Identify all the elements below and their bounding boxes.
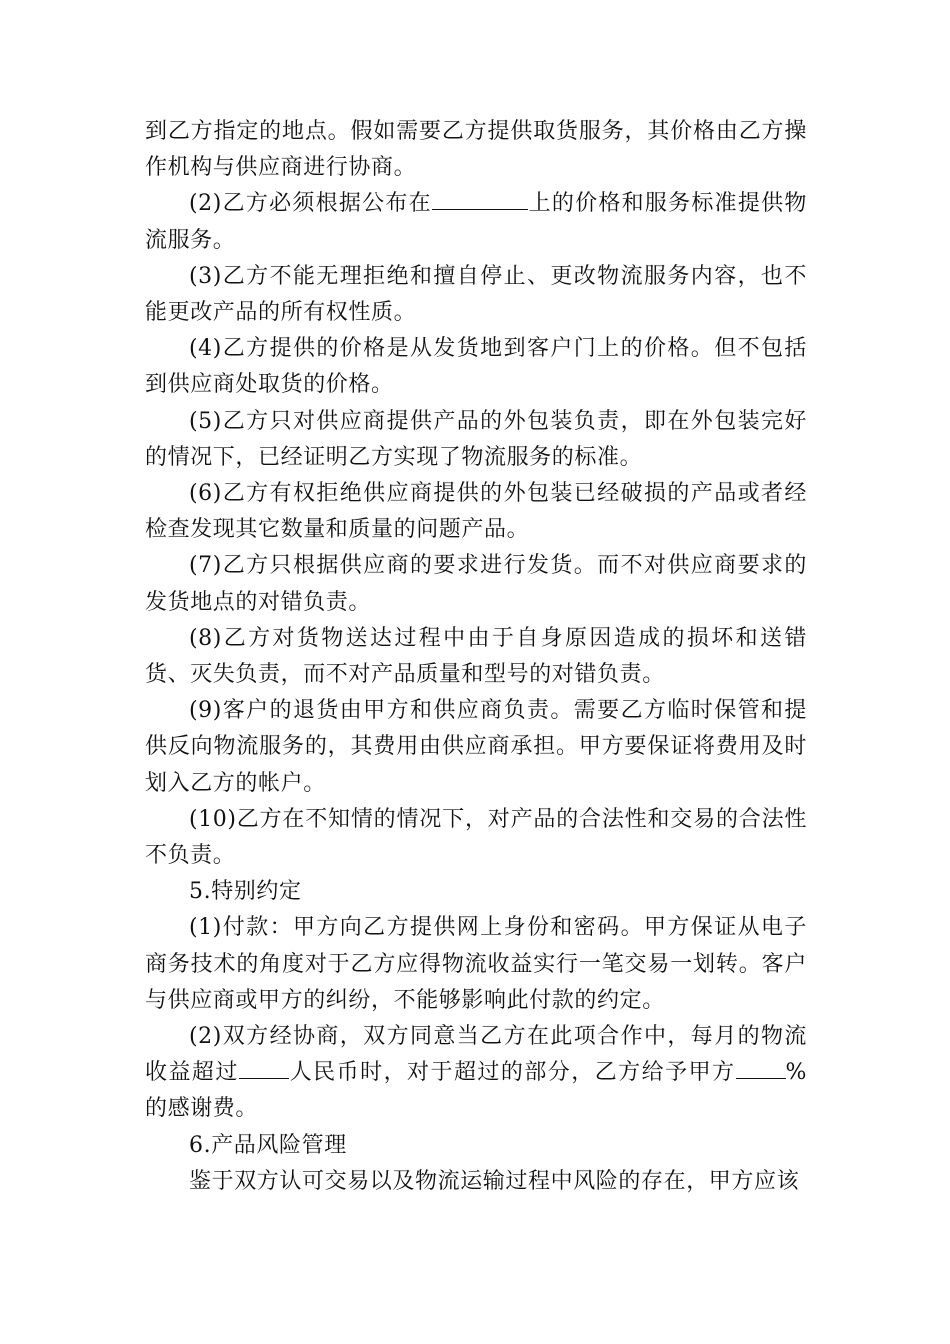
paragraph-clause-6: (6)乙方有权拒绝供应商提供的外包装已经破损的产品或者经检查发现其它数量和质量的问题产品。 — [145, 481, 807, 543]
section-heading-risk-management: 6.产品风险管理 — [189, 1132, 347, 1158]
paragraph-clause-8: (8)乙方对货物送达过程中由于自身原因造成的损坏和送错货、灭失负责，而不对产品质量和型号的对错负责。 — [145, 625, 807, 688]
thanks-fee-text-a: (2)双方经协商，双方同意当乙方在此项合作中，每月的物流收益超过 — [145, 1024, 807, 1086]
paragraph-clause-10: (10)乙方在不知情的情况下，对产品的合法性和交易的合法性不负责。 — [145, 806, 807, 869]
blank-line — [432, 189, 528, 210]
blank-line — [239, 1058, 289, 1079]
thanks-fee-text-c: %的感谢费。 — [145, 1060, 808, 1122]
paragraph-clause-3: (3)乙方不能无理拒绝和擅自停止、更改物流服务内容，也不能更改产品的所有权性质。 — [145, 263, 807, 326]
thanks-fee-text-b: 人民币时，对于超过的部分，乙方给予甲方 — [288, 1060, 736, 1086]
clause-2-text-b: 上的价格和服务标准提供物流服务。 — [145, 191, 807, 253]
paragraph-clause-9: (9)客户的退货由甲方和供应商负责。需要乙方临时保管和提供反向物流服务的，其费用由供应商承担。甲方要保证将费用及时划入乙方的帐户。 — [145, 698, 807, 796]
clause-2-text-a: (2)乙方必须根据公布在 — [189, 191, 432, 217]
paragraph-clause-5: (5)乙方只对供应商提供产品的外包装负责，即在外包装完好的情况下，已经证明乙方实现了物流服务的标准。 — [145, 408, 807, 470]
section-heading-special-terms: 5.特别约定 — [189, 879, 302, 905]
paragraph-pickup-service: 到乙方指定的地点。假如需要乙方提供取货服务，其价格由乙方操作机构与供应商进行协商。 — [145, 119, 807, 181]
paragraph-clause-4: (4)乙方提供的价格是从发货地到客户门上的价格。但不包括到供应商处取货的价格。 — [145, 336, 807, 398]
paragraph-risk: 鉴于双方认可交易以及物流运输过程中风险的存在，甲方应该 — [189, 1168, 800, 1194]
document-body — [145, 114, 807, 1200]
blank-line — [736, 1058, 786, 1079]
paragraph-thanks-fee — [145, 1019, 807, 1128]
paragraph-clause-2 — [145, 186, 807, 258]
paragraph-payment: (1)付款：甲方向乙方提供网上身份和密码。甲方保证从电子商务技术的角度对于乙方应得物流收益实行一笔交易一划转。客户与供应商或甲方的纠纷，不能够影响此付款的约定。 — [145, 915, 807, 1013]
paragraph-clause-7: (7)乙方只根据供应商的要求进行发货。而不对供应商要求的发货地点的对错负责。 — [145, 553, 807, 615]
